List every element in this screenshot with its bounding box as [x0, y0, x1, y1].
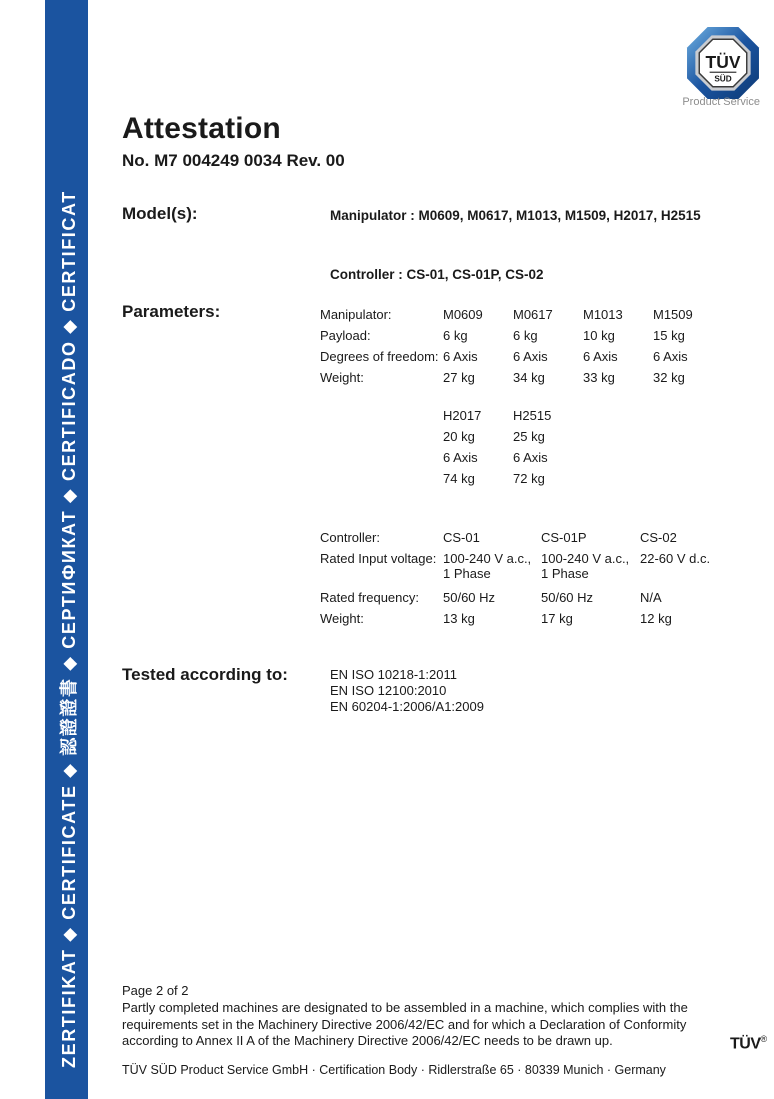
standard-item: EN ISO 12100:2010 [330, 683, 447, 698]
cell: 27 kg [443, 370, 475, 385]
cell: CS-01P [541, 530, 587, 545]
cell: 72 kg [513, 471, 545, 486]
manipulator-spec-table-2 [443, 405, 583, 489]
table-row [320, 527, 750, 548]
cell: M1013 [583, 307, 623, 322]
manipulator-spec-table [320, 304, 723, 388]
row-label: Rated frequency: [320, 590, 420, 605]
row-label: Weight: [320, 611, 364, 626]
cell: 34 kg [513, 370, 545, 385]
cell: 50/60 Hz [443, 590, 496, 605]
cell: 32 kg [653, 370, 685, 385]
models-label: Model(s): [122, 204, 198, 223]
table-row [320, 548, 750, 581]
cell: 6 Axis [583, 349, 618, 364]
logo-octagon-icon [686, 26, 760, 100]
registered-trademark-icon: ® [760, 1034, 767, 1044]
table-row [320, 608, 750, 629]
table-row [443, 405, 583, 426]
row-label: Rated Input voltage: [320, 551, 437, 566]
cell: 6 Axis [443, 349, 478, 364]
cell: CS-01 [443, 530, 480, 545]
cell: 6 kg [443, 328, 468, 343]
page-indicator: Page 2 of 2 [122, 983, 189, 998]
sidebar-certificate-text: ZERTIFIKAT ◆ CERTIFICATE ◆ 認證證書 ◆ СЕРТИФИКАТ ◆ CERTIFICADO ◆ CERTIFICAT [59, 190, 79, 1068]
cell: 25 kg [513, 429, 545, 444]
cell: 22-60 V d.c. [640, 551, 711, 566]
models-manipulator-value: Manipulator : M0609, M0617, M1013, M1509, H2017, H2515 [330, 208, 701, 223]
cell: M0609 [443, 307, 483, 322]
cell: H2017 [443, 408, 482, 423]
logo-tuv-text: TÜV [705, 52, 741, 73]
table-row [320, 367, 723, 388]
models-controller-value: Controller : CS-01, CS-01P, CS-02 [330, 267, 544, 282]
cell: 100-240 V a.c., 1 Phase [443, 551, 532, 581]
table-row [443, 468, 583, 489]
logo-sud-text: SÜD [714, 74, 732, 84]
tuv-sud-logo [686, 26, 760, 100]
table-row [443, 447, 583, 468]
company-address-line: TÜV SÜD Product Service GmbH · Certification Body · Ridlerstraße 65 · 80339 Munich · Germany [122, 1063, 666, 1077]
product-service-label: Product Service [682, 96, 760, 108]
footer-note: Partly completed machines are designated to be assembled in a machine, which complies with the requirements set in the Machinery Directive 2006/42/EC and for which a Declaration of Conformity according to Annex II A of the Machinery Directive 2006/42/EC needs to be drawn up. [122, 1000, 688, 1048]
cell: 74 kg [443, 471, 475, 486]
certificate-number: No. M7 004249 0034 Rev. 00 [122, 151, 345, 170]
standard-item: EN ISO 10218-1:2011 [330, 667, 457, 682]
cell: 6 Axis [443, 450, 478, 465]
controller-spec-table [320, 527, 750, 629]
cell: 6 Axis [513, 349, 548, 364]
row-label: Manipulator: [320, 307, 392, 322]
cell: 100-240 V a.c., 1 Phase [541, 551, 630, 581]
row-label: Controller: [320, 530, 380, 545]
page-title: Attestation [122, 112, 281, 145]
cell: 15 kg [653, 328, 685, 343]
cell: 6 kg [513, 328, 538, 343]
cell: 17 kg [541, 611, 573, 626]
standards-list [330, 667, 484, 715]
row-label: Payload: [320, 328, 371, 343]
cell: M1509 [653, 307, 693, 322]
cell: 13 kg [443, 611, 475, 626]
cell: 6 Axis [513, 450, 548, 465]
cell: 6 Axis [653, 349, 688, 364]
table-row [320, 325, 723, 346]
tuv-wordmark-text: TÜV [730, 1035, 761, 1053]
cell: H2515 [513, 408, 552, 423]
cell: 10 kg [583, 328, 615, 343]
cell: CS-02 [640, 530, 677, 545]
tuv-wordmark [730, 1034, 767, 1053]
standard-item: EN 60204-1:2006/A1:2009 [330, 699, 484, 714]
table-row [320, 587, 750, 608]
cell: 20 kg [443, 429, 475, 444]
parameters-label: Parameters: [122, 302, 221, 321]
tested-label: Tested according to: [122, 665, 288, 684]
table-row [320, 304, 723, 325]
table-row [443, 426, 583, 447]
table-row [320, 346, 723, 367]
cell: 33 kg [583, 370, 615, 385]
cell: 50/60 Hz [541, 590, 594, 605]
row-label: Degrees of freedom: [320, 349, 439, 364]
cell: N/A [640, 590, 662, 605]
row-label: Weight: [320, 370, 364, 385]
cell: 12 kg [640, 611, 672, 626]
cell: M0617 [513, 307, 553, 322]
